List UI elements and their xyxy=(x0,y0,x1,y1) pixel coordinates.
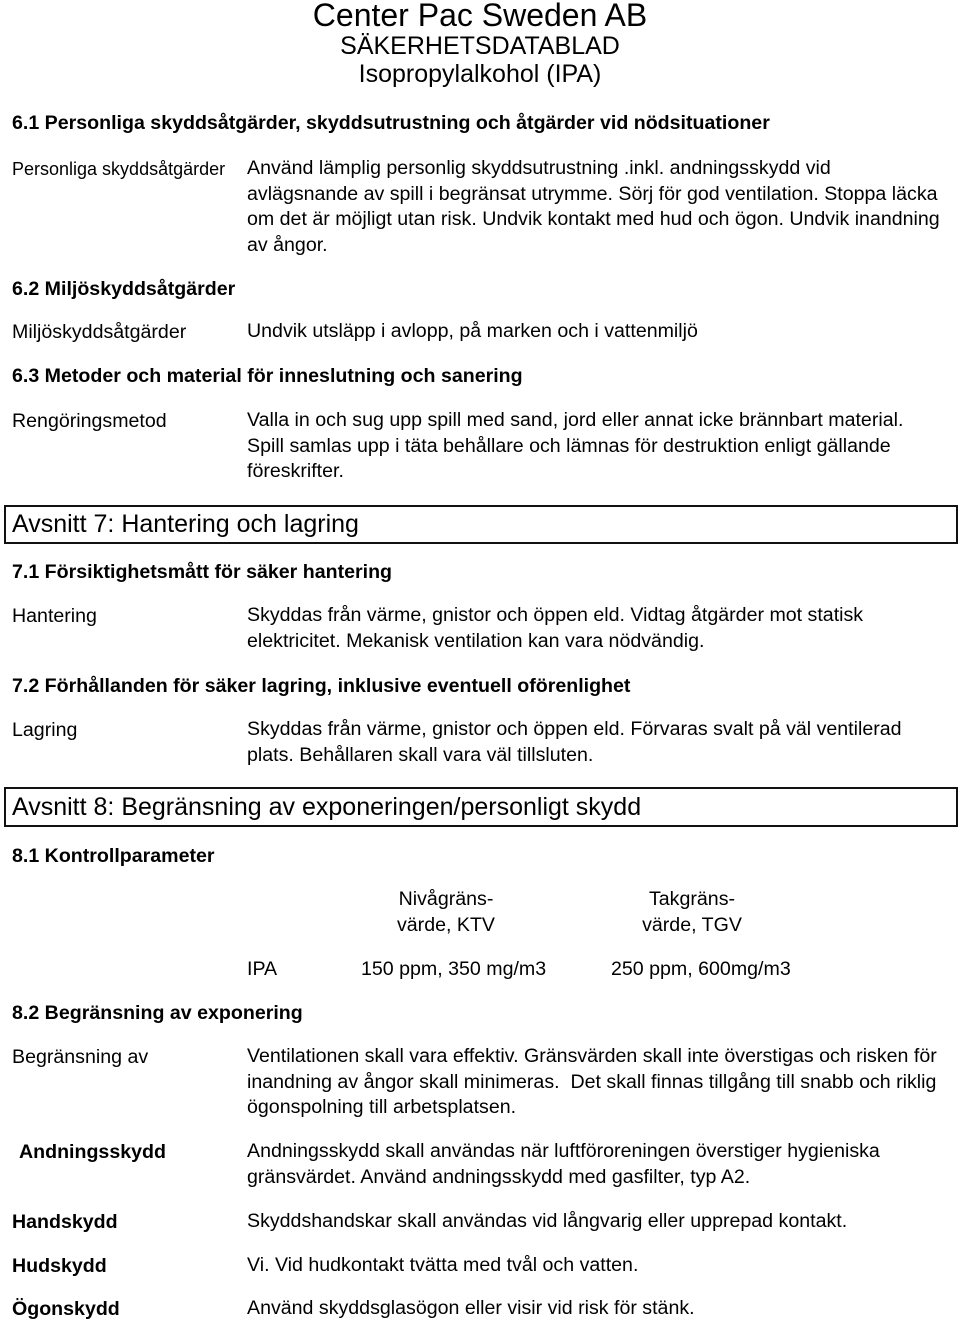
label-eye-protection: Ögonskydd xyxy=(12,1298,120,1320)
table-cell-ktv: 150 ppm, 350 mg/m3 xyxy=(361,958,547,980)
text-environmental: Undvik utsläpp i avlopp, på marken och i vattenmiljö xyxy=(247,320,698,342)
label-handling: Hantering xyxy=(12,605,97,627)
document-type: SÄKERHETSDATABLAD xyxy=(340,32,620,60)
label-environmental: Miljöskyddsåtgärder xyxy=(12,321,187,343)
section-7-banner xyxy=(4,505,958,544)
table-cell-tgv: 250 ppm, 600mg/m3 xyxy=(611,958,791,980)
label-storage: Lagring xyxy=(12,719,78,741)
text-personal-precautions: Använd lämplig personlig skyddsutrustning .inkl. andningsskydd vid avlägsnande av spill i begränsat utrymme. Sörj för god ventilation. Stoppa läcka om det är möjligt utan risk. Undvik kontakt med hud och ögon. Undvik inandning av ångor. xyxy=(247,157,940,256)
text-hand-protection: Skyddshandskar skall användas vid långvarig eller upprepad kontakt. xyxy=(247,1210,848,1232)
section-7-title: Avsnitt 7: Hantering och lagring xyxy=(12,510,359,538)
heading-6-3: 6.3 Metoder och material för inneslutning och sanering xyxy=(12,365,523,387)
heading-7-2: 7.2 Förhållanden för säker lagring, inklusive eventuell oförenlighet xyxy=(12,675,631,697)
section-8-title: Avsnitt 8: Begränsning av exponeringen/personligt skydd xyxy=(12,793,642,821)
text-exposure-control: Ventilationen skall vara effektiv. Gränsvärden skall inte överstigas och risken för inandning av ångor skall minimeras. Det skall finnas tillgång till snabb och riklig ögonspolning till arbetsplatsen. xyxy=(247,1045,937,1118)
label-exposure-control: Begränsning av xyxy=(12,1046,149,1068)
heading-6-2: 6.2 Miljöskyddsåtgärder xyxy=(12,278,236,300)
section-8-banner xyxy=(4,787,958,827)
heading-8-1: 8.1 Kontrollparameter xyxy=(12,845,215,867)
text-respiratory-protection: Andningsskydd skall användas när luftföroreningen överstiger hygieniska gränsvärdet. Använd andningsskydd med gasfilter, typ A2. xyxy=(247,1140,880,1188)
label-personal-precautions: Personliga skyddsåtgärder xyxy=(12,159,226,179)
label-skin-protection: Hudskydd xyxy=(12,1255,107,1277)
table-cell-substance: IPA xyxy=(247,958,278,980)
company-name: Center Pac Sweden AB xyxy=(312,0,648,33)
label-respiratory-protection: Andningsskydd xyxy=(19,1141,166,1163)
text-handling: Skyddas från värme, gnistor och öppen eld. Vidtag åtgärder mot statisk elektricitet. Mekanisk ventilation kan vara nödvändig. xyxy=(247,604,864,652)
heading-7-1: 7.1 Försiktighetsmått för säker hantering xyxy=(12,561,393,583)
table-header-ktv: Nivågräns- värde, KTV xyxy=(396,888,495,936)
label-hand-protection: Handskydd xyxy=(12,1211,118,1233)
table-header-tgv: Takgräns- värde, TGV xyxy=(642,888,742,936)
text-eye-protection: Använd skyddsglasögon eller visir vid risk för stänk. xyxy=(247,1297,695,1319)
heading-6-1: 6.1 Personliga skyddsåtgärder, skyddsutrustning och åtgärder vid nödsituationer xyxy=(12,112,770,134)
label-cleanup: Rengöringsmetod xyxy=(12,410,167,432)
text-cleanup: Valla in och sug upp spill med sand, jord eller annat icke brännbart material. Spill samlas upp i täta behållare och lämnas för destruktion enligt gällande föreskrifter. xyxy=(247,409,904,482)
text-skin-protection: Vi. Vid hudkontakt tvätta med tvål och vatten. xyxy=(247,1254,639,1276)
text-storage: Skyddas från värme, gnistor och öppen eld. Förvaras svalt på väl ventilerad plats. Behållaren skall vara väl tillsluten. xyxy=(247,718,902,766)
product-name: Isopropylalkohol (IPA) xyxy=(358,60,602,88)
heading-8-2: 8.2 Begränsning av exponering xyxy=(12,1002,303,1024)
